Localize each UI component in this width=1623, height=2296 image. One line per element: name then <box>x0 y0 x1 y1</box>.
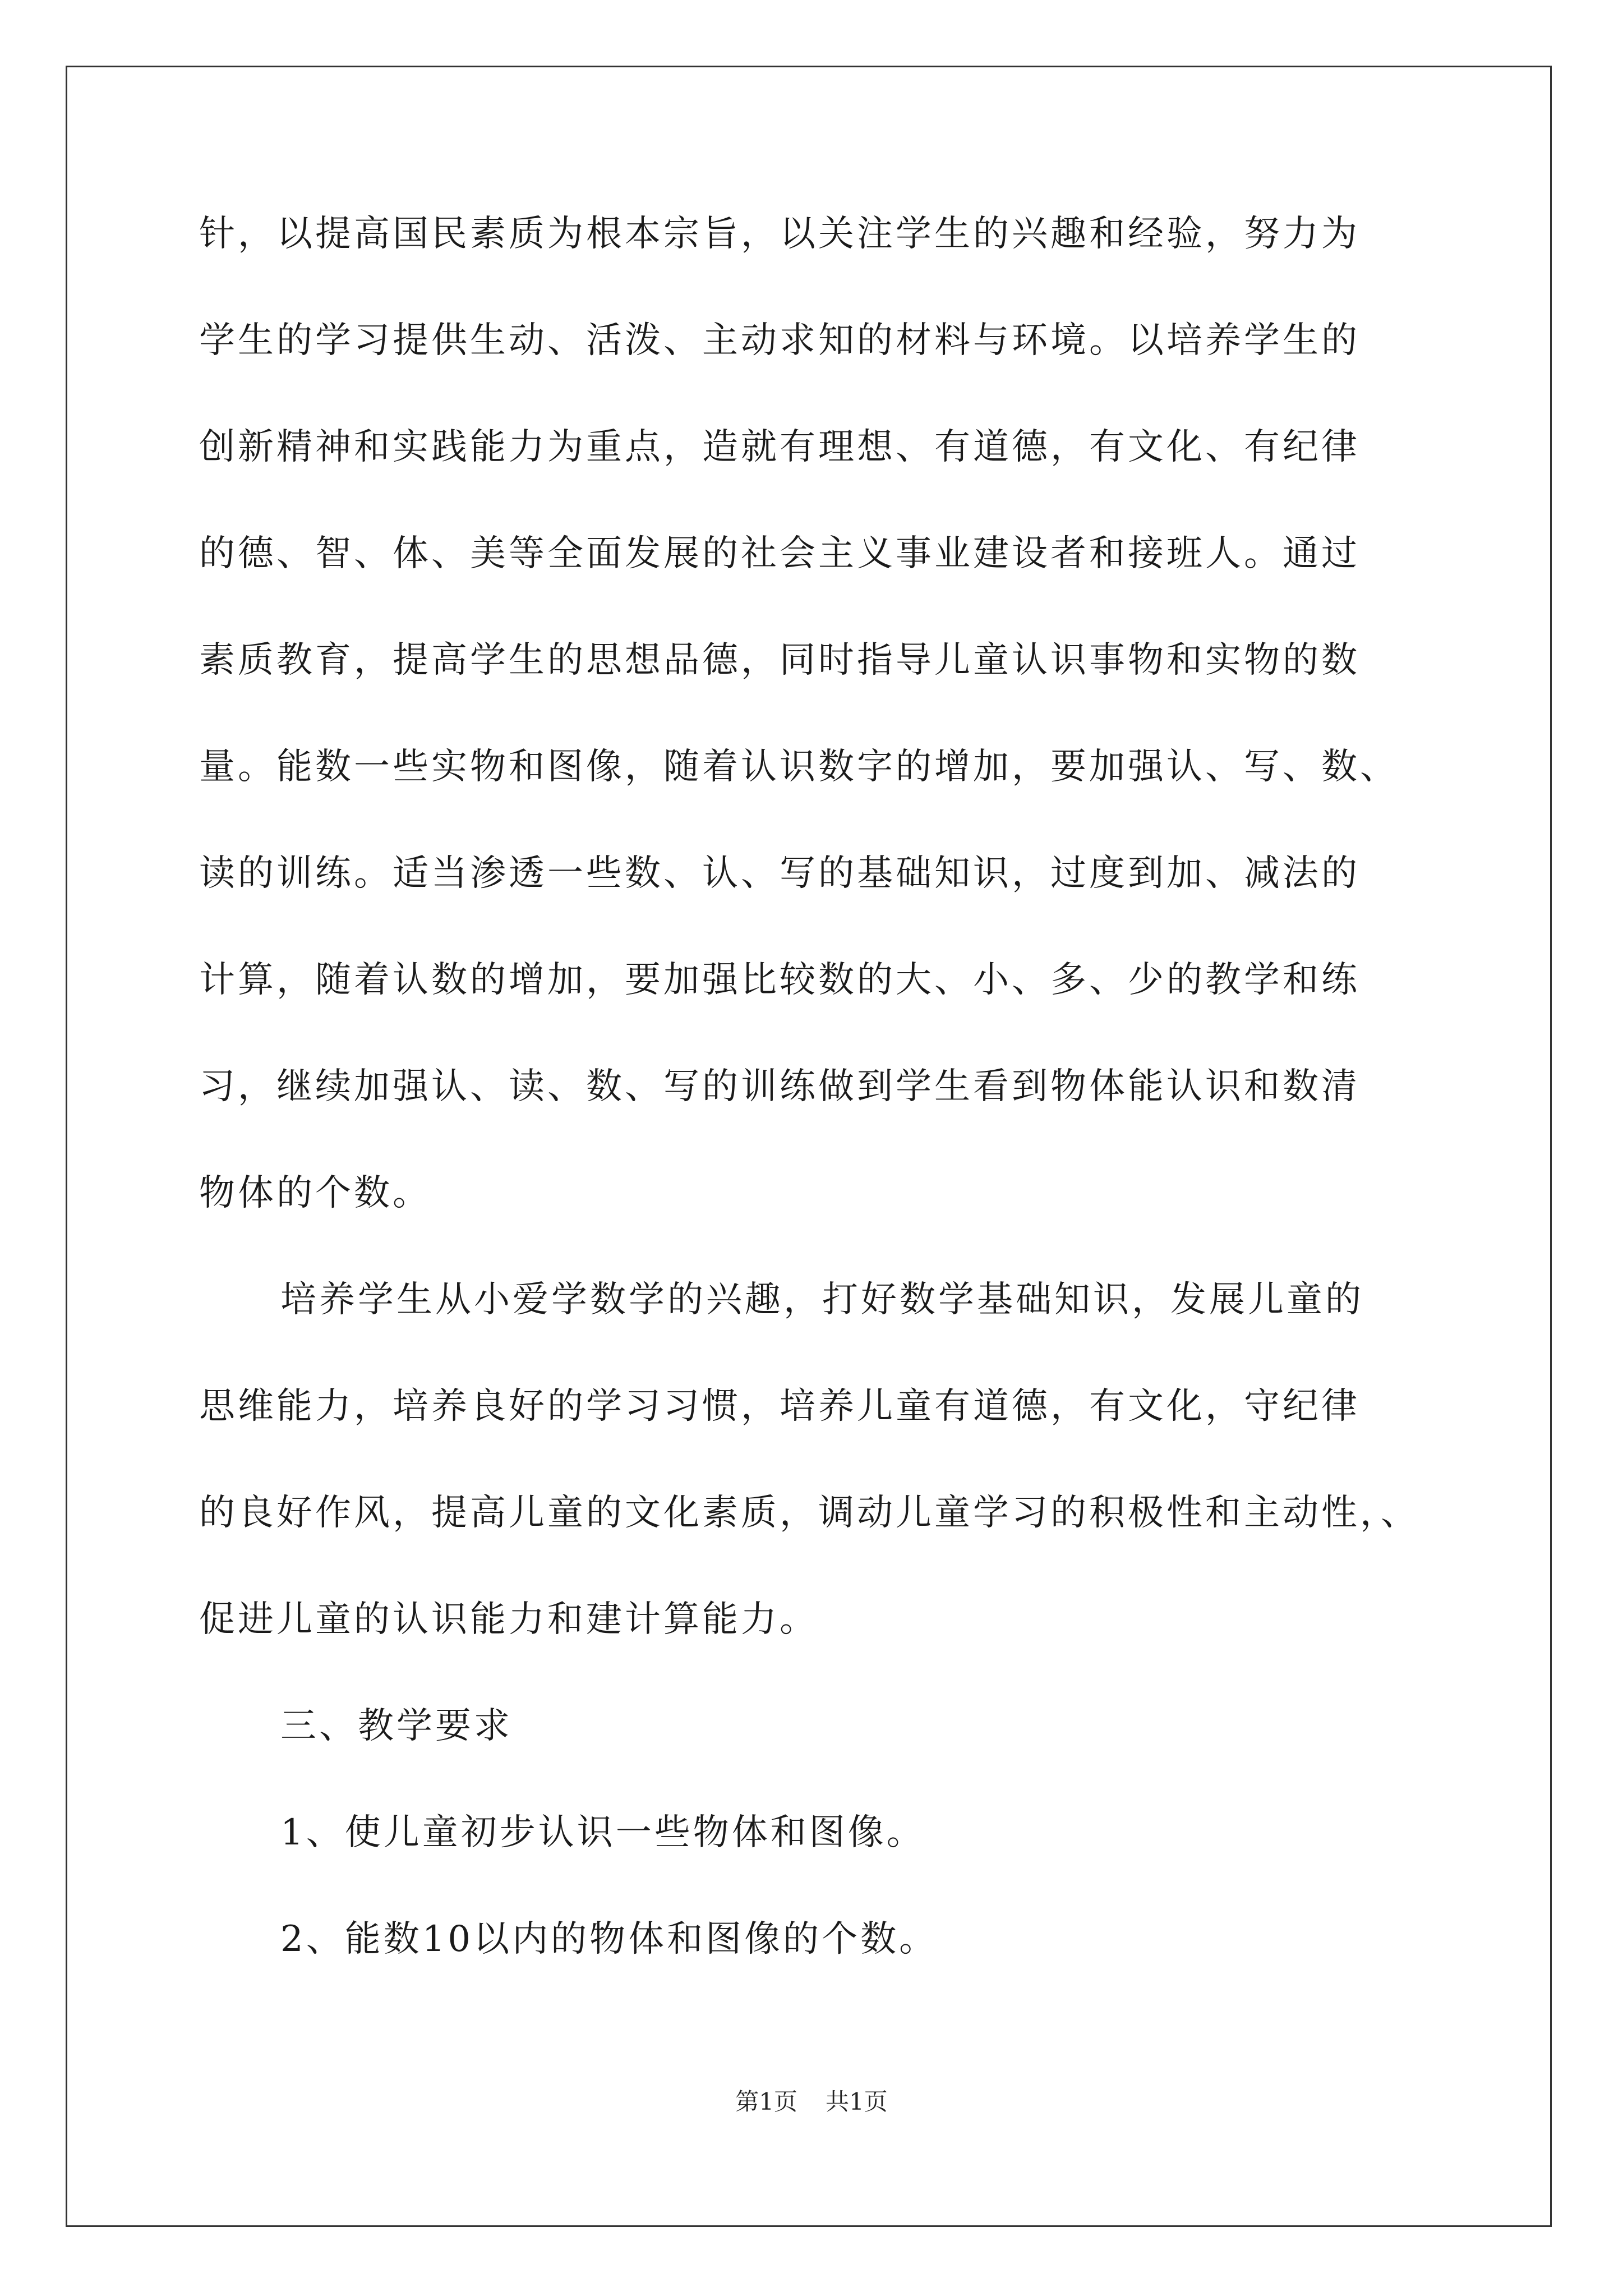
text-line: 的良好作风，提高儿童的文化素质，调动儿童学习的积极性和主动性，、 <box>199 1492 1419 1534</box>
text-line: 的德、智、体、美等全面发展的社会主义事业建设者和接班人。通过 <box>199 533 1360 574</box>
text-line: 读的训练。适当渗透一些数、认、写的基础知识，过度到加、减法的 <box>199 853 1360 894</box>
list-item: 2、能数10以内的物体和图像的个数。 <box>280 1918 938 1960</box>
paragraph-start-line: 培养学生从小爱学数学的兴趣，打好数学基础知识，发展儿童的 <box>280 1279 1364 1320</box>
page-footer <box>0 2090 1623 2114</box>
text-line: 习，继续加强认、读、数、写的训练做到学生看到物体能认识和数清 <box>199 1066 1360 1107</box>
list-item: 1、使儿童初步认识一些物体和图像。 <box>280 1812 925 1853</box>
text-line: 量。能数一些实物和图像，随着认识数字的增加，要加强认、写、数、 <box>199 746 1399 788</box>
document-body <box>199 213 1433 2028</box>
page-number-current: 第1页 <box>735 2088 797 2115</box>
section-heading: 三、教学要求 <box>280 1705 513 1747</box>
text-line: 素质教育，提高学生的思想品德，同时指导儿童认识事物和实物的数 <box>199 639 1360 681</box>
text-line: 学生的学习提供生动、活泼、主动求知的材料与环境。以培养学生的 <box>199 320 1360 361</box>
text-line: 物体的个数。 <box>199 1172 431 1214</box>
text-line: 促进儿童的认识能力和建计算能力。 <box>199 1599 818 1640</box>
text-line: 创新精神和实践能力为重点，造就有理想、有道德，有文化、有纪律 <box>199 426 1360 468</box>
text-line: 计算，随着认数的增加，要加强比较数的大、小、多、少的教学和练 <box>199 959 1360 1001</box>
page-number-total: 共1页 <box>826 2088 888 2115</box>
text-line: 思维能力，培养良好的学习习惯，培养儿童有道德，有文化，守纪律 <box>199 1386 1360 1427</box>
text-line: 针，以提高国民素质为根本宗旨，以关注学生的兴趣和经验，努力为 <box>199 213 1360 255</box>
